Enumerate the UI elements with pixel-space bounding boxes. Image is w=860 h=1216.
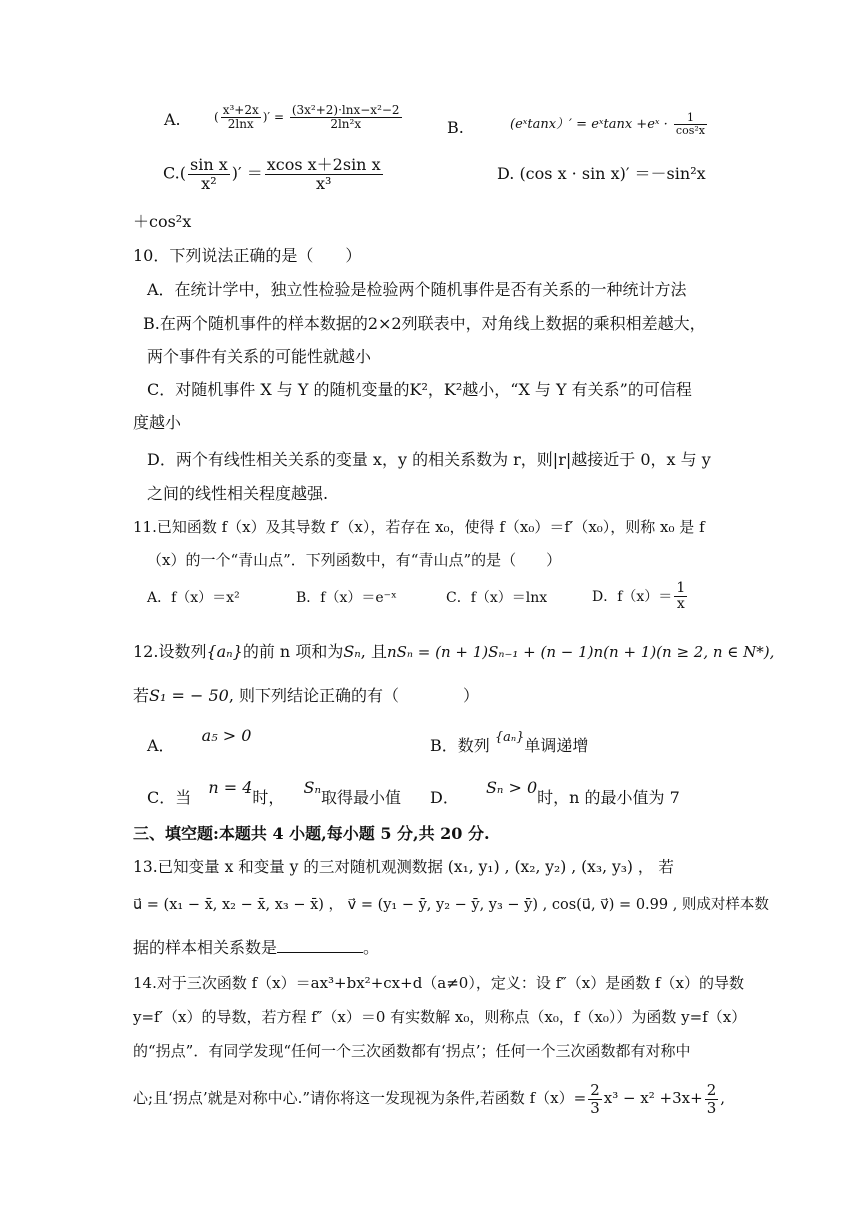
- q12-option-b: B．数列 $^{\{a_n\}}$单调递增: [430, 730, 589, 755]
- q9-option-b-formula: (eˣtanx）′ = eˣtanx +eˣ · $\frac{1}{\text{cos²x}}$: [510, 111, 705, 138]
- q11-option-c: C．f（x）＝lnx: [446, 590, 548, 606]
- q9-b-fraction: $\frac{1}{\text{cos²x}}$: [675, 111, 705, 138]
- q13-line1: 13.已知变量 x 和变量 y 的三对随机观测数据 (x₁, y₁) , (x₂, y₂) , (x₃, y₃) ， 若: [133, 858, 674, 876]
- section-3-title: 三、填空题:本题共 4 小题,每小题 5 分,共 20 分.: [133, 824, 490, 843]
- q10-option-b-line1: B.在两个随机事件的样本数据的2×2列联表中，对角线上数据的乘积相差越大，: [143, 314, 706, 333]
- q12-option-c: C．当 n = 4时， Sₙ取得最小值: [147, 778, 401, 807]
- q14-line1: 14.对于三次函数 f（x）＝ax³+bx²+cx+d（a≠0），定义：设 f″（x）是函数 f（x）的导数: [133, 974, 745, 992]
- q14-line3: 的“拐点”．有同学发现“任何一个三次函数都有‘拐点’；任何一个三次函数都有对称中: [133, 1042, 691, 1060]
- q14-function: f（x）= $\frac{2}{3}$ x³ − x² +3x+ $\frac{2}{3}$ ,: [529, 1081, 726, 1117]
- q11-option-a: A．f（x）＝x²: [147, 590, 240, 606]
- q11-stem-line1: 11.已知函数 f（x）及其导数 f′（x），若存在 x₀，使得 f（x₀）＝f′（x₀），则称 x₀ 是 f: [133, 518, 705, 536]
- q12-option-d: D． Sₙ > 0时，n 的最小值为 7: [430, 778, 680, 807]
- q9-a-rhs-fraction: $\frac{\text{(3x²+2)·lnx−x²−2}}{\text{2ln²x}}$: [291, 103, 400, 132]
- q12-condition: 若S₁ = − 50, 则下列结论正确的有（ ）: [133, 686, 480, 705]
- q14-line4: 心;且‘拐点’就是对称中心.”请你将这一发现视为条件,若函数 f（x）= $\frac{2}{3}$ x³ − x² +3x+ $\frac{2}{3}$ ,: [133, 1081, 726, 1117]
- q11-option-d: D．f（x）＝ $\frac{1}{x}$: [592, 580, 686, 613]
- q13-line3: 据的样本相关系数是 。: [133, 938, 380, 957]
- q10-option-c-line1: C．对随机事件 X 与 Y 的随机变量的K²，K²越小，“X 与 Y 有关系”的可信程: [147, 380, 692, 399]
- q9-option-c: C.( $\frac{\text{sin x}}{\text{x²}}$ )′ ＝ $\frac{\text{xcos x＋2sin x}}{\text{x³}}$: [163, 155, 381, 193]
- q9-option-d: D. (cos x · sin x)′ ＝－sin²x: [497, 164, 706, 183]
- q14-frac-1: $\frac{2}{3}$: [590, 1081, 600, 1117]
- q13-answer-blank[interactable]: [277, 938, 363, 953]
- q9-option-d-continued: ＋cos²x: [133, 212, 192, 231]
- q11-stem-line2: （x）的一个“青山点”．下列函数中，有“青山点”的是（ ）: [147, 551, 562, 569]
- q9-c-lhs-fraction: $\frac{\text{sin x}}{\text{x²}}$: [190, 155, 228, 193]
- q10-option-b-line2: 两个事件有关系的可能性就越小: [147, 347, 372, 366]
- q9-option-a-formula: ( $\frac{\text{x³+2x}}{2\ln x}$ )′ = $\frac{\text{(3x²+2)·lnx−x²−2}}{\text{2ln²x}}$: [214, 103, 400, 132]
- q9-a-lhs-fraction: $\frac{\text{x³+2x}}{2\ln x}$: [222, 103, 259, 132]
- q10-option-a: A．在统计学中，独立性检验是检验两个随机事件是否有关系的一种统计方法: [147, 280, 687, 299]
- q9-option-b: B.: [447, 118, 464, 137]
- q11-d-fraction: $\frac{1}{x}$: [676, 580, 686, 613]
- q10-stem: 10．下列说法正确的是（ ）: [133, 246, 362, 265]
- q12-stem: 12.设数列{aₙ}的前 n 项和为Sₙ, 且nSₙ = (n + 1)Sₙ₋₁ + (n − 1)n(n + 1)(n ≥ 2, n ∈ N*),: [133, 642, 775, 661]
- q14-frac-2: $\frac{2}{3}$: [706, 1081, 717, 1117]
- q12-option-a: A． a₅ > 0: [147, 726, 252, 755]
- q14-line2: y=f′（x）的导数，若方程 f″（x）＝0 有实数解 x₀，则称点（x₀，f（x₀））为函数 y=f（x）: [133, 1008, 747, 1026]
- q10-option-c-line2: 度越小: [133, 413, 182, 432]
- q9-c-rhs-fraction: $\frac{\text{xcos x＋2sin x}}{\text{x³}}$: [266, 155, 381, 193]
- q11-option-b: B．f（x）＝e⁻ˣ: [296, 590, 397, 606]
- q9-option-a: A.: [164, 110, 181, 129]
- q10-option-d-line1: D．两个有线性相关关系的变量 x，y 的相关系数为 r，则|r|越接近于 0，x 与 y: [147, 450, 711, 469]
- q10-option-d-line2: 之间的线性相关程度越强.: [147, 484, 329, 503]
- q13-line2: u⃗ = (x₁ − x̄, x₂ − x̄, x₃ − x̄) ， v⃗ = (y₁ − ȳ, y₂ − ȳ, y₃ − ȳ) , cos(u⃗, v⃗) = 0.99 , 则成对样本数: [133, 897, 769, 913]
